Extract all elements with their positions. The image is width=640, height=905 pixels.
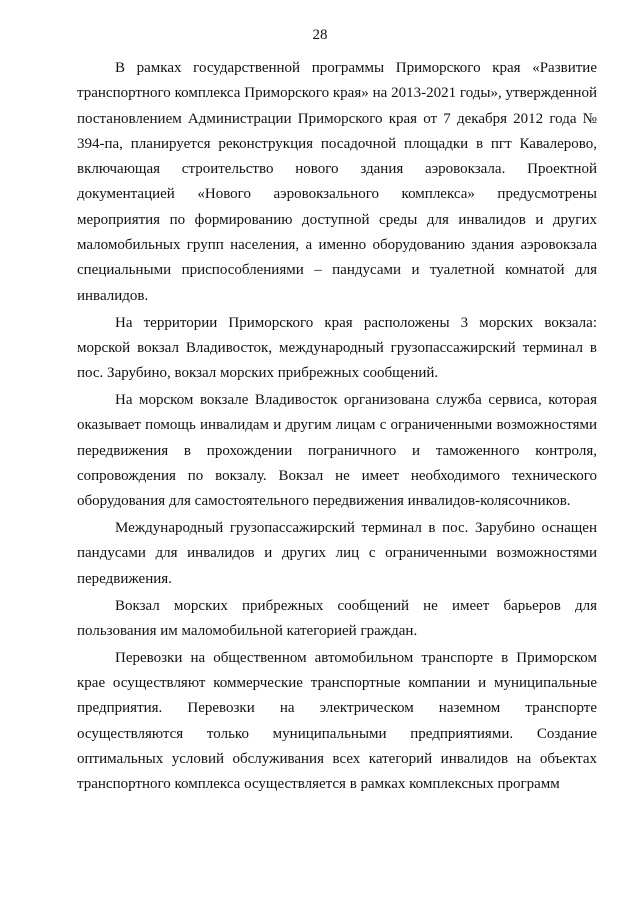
page-number: 28 — [312, 27, 328, 43]
paragraph-sea-terminals: На территории Приморского края расположены 3 морских вокзала: морской вокзал Владивосток, международный грузопассажирский терминал в пос. Зарубино, вокзал морских прибрежных сообщений. — [77, 314, 597, 382]
paragraph-coastal-terminal: Вокзал морских прибрежных сообщений не имеет барьеров для пользования им маломобильной категорией граждан. — [77, 597, 597, 639]
paragraph-vladivostok-terminal: На морском вокзале Владивосток организована служба сервиса, которая оказывает помощь инвалидам и другим лицам с ограниченными возможностями передвижения в прохождении пограничного и таможенного контроля, сопровождения по вокзалу. Вокзал не имеет необходимого технического оборудования для самостоятельного передвижения инвалидов-колясочников. — [77, 392, 597, 510]
paragraph-zarubino-terminal: Международный грузопассажирский терминал в пос. Зарубино оснащен пандусами для инвалидов и других лиц с ограниченными возможностями передвижения. — [77, 520, 597, 587]
paragraph-airport-reconstruction: В рамках государственной программы Приморского края «Развитие транспортного комплекса Приморского края» на 2013-2021 годы», утвержденной постановлением Администрации Приморского края от 7 декабря 2012 года № 394-па, планируется реконструкция посадочной площадки в пгт Кавалерово, включающая строительство нового здания аэровокзала. Проектной документацией «Нового аэровокзального комплекса» предусмотрены мероприятия по формированию доступной среды для инвалидов и других маломобильных групп населения, а именно оборудованию здания аэровокзала специальными приспособлениями – пандусами и туалетной комнатой для инвалидов. — [77, 60, 597, 304]
document-body — [77, 56, 597, 799]
paragraph-public-transport: Перевозки на общественном автомобильном транспорте в Приморском крае осуществляют коммерческие транспортные компании и муниципальные предприятия. Перевозки на электрическом наземном транспорте осуществляются только муниципальными предприятиями. Создание оптимальных условий обслуживания всех категорий инвалидов на объектах транспортного комплекса осуществляется в рамках комплексных программ — [77, 649, 597, 793]
